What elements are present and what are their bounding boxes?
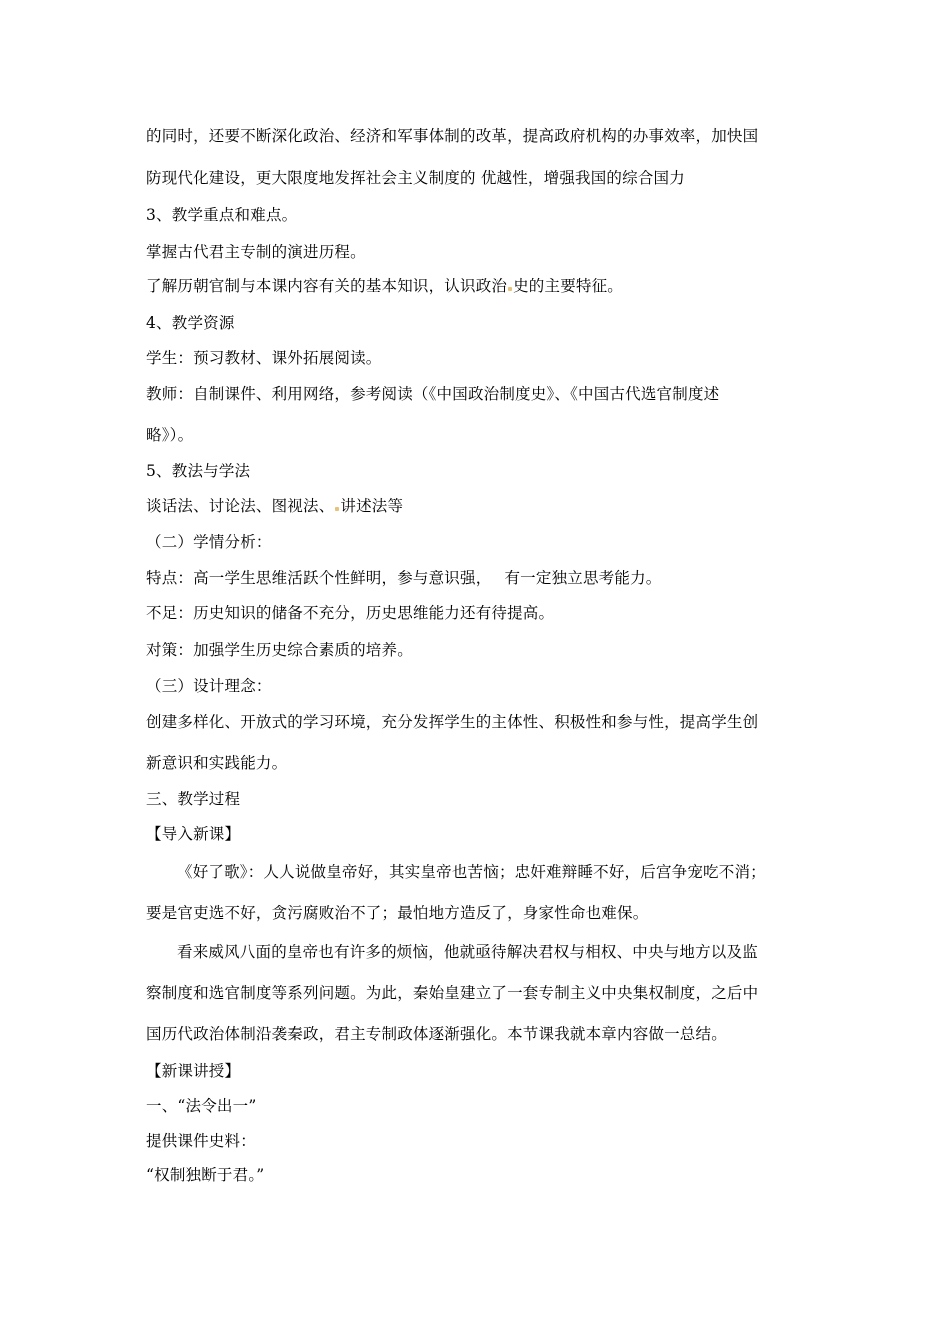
body-text-line: 国历代政治体制沿袭秦政，君主专制政体逐渐强化。本节课我就本章内容做一总结。 [146,1025,727,1043]
body-text-line: 教师：自制课件、利用网络，参考阅读（《中国政治制度史》、《中国古代选官制度述 [146,385,720,403]
section-heading: 4、教学资源 [146,314,235,332]
body-text-line: 要是官吏选不好，贪污腐败治不了；最怕地方造反了，身家性命也难保。 [146,904,649,922]
body-text-line: 提供课件史料： [146,1132,256,1150]
stray-mark [508,287,512,291]
body-text-line: 略》）。 [146,426,194,444]
body-text-line: 的同时，还要不断深化政治、经济和军事体制的改革，提高政府机构的办事效率，加快国 [146,127,759,145]
subsection-heading: （二）学情分析： [146,533,272,551]
body-text-line: 不足：历史知识的储备不充分，历史思维能力还有待提高。 [146,604,555,622]
section-heading: 三、教学过程 [146,790,241,808]
stray-mark [335,507,339,511]
body-text-line: 防现代化建设，更大限度地发挥社会主义制度的 优越性，增强我国的综合国力 [146,169,685,187]
body-text-line [146,276,623,296]
body-text-line: 学生：预习教材、课外拓展阅读。 [146,349,382,367]
body-text-line: 察制度和选官制度等系列问题。为此，秦始皇建立了一套专制主义中央集权制度，之后中 [146,984,759,1002]
section-heading: 3、教学重点和难点。 [146,206,298,224]
section-heading: 【导入新课】 [146,825,241,843]
body-text-line: 特点：高一学生思维活跃个性鲜明，参与意识强， 有一定独立思考能力。 [146,569,662,587]
body-text-line: 对策：加强学生历史综合素质的培养。 [146,641,413,659]
body-text-line [146,496,403,516]
body-text-line: 《好了歌》：人人说做皇帝好，其实皇帝也苦恼；忠奸难辩睡不好，后宫争宠吃不消； [177,863,766,881]
text-segment: 谈话法、讨论法、图视法、 [146,497,335,515]
body-text-line: 看来威风八面的皇帝也有许多的烦恼，他就亟待解决君权与相权、中央与地方以及监 [177,943,758,961]
section-heading: 一、“法令出一” [146,1097,257,1115]
subsection-heading: （三）设计理念： [146,677,272,695]
body-text-line: 创建多样化、开放式的学习环境，充分发挥学生的主体性、积极性和参与性，提高学生创 [146,713,759,731]
text-segment: 史的主要特征。 [513,277,624,295]
body-text-line: 掌握古代君主专制的演进历程。 [146,243,366,261]
section-heading: 【新课讲授】 [146,1062,241,1080]
body-text-line: “权制独断于君。” [146,1166,265,1184]
text-segment: 讲述法等 [340,497,404,515]
section-heading: 5、教法与学法 [146,462,251,480]
text-segment: 了解历朝官制与本课内容有关的基本知识，认识政治 [146,277,508,295]
body-text-line: 新意识和实践能力。 [146,754,288,772]
